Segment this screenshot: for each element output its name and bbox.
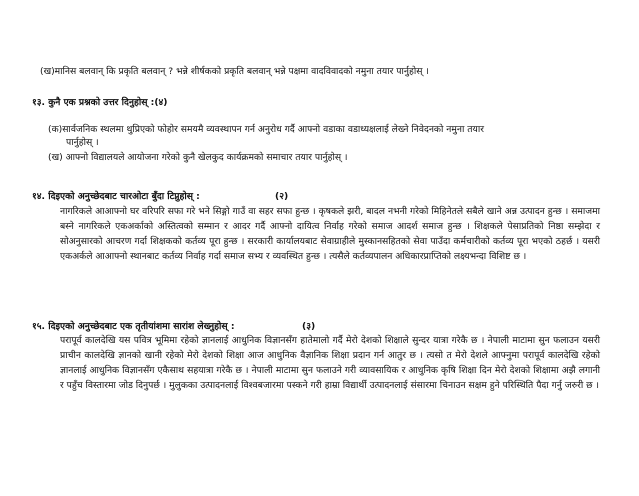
question-15-paragraph-text: परापूर्व कालदेखि यस पवित्र भूमिमा रहेको ज्ञानलाई आधुनिक विज्ञानसँग हातेमालो गर्दै मेरो देशको शिक्षाले सुन्दर यात्रा गरेकै छ । नेपाली माटामा सुन फलाउन यसरी प्राचीन कालदेखि ज्ञानको खानी रहेको मेरो देशको शिक्षा आज आधुनिक वैज्ञानिक शिक्षा प्रदान गर्न आतुर छ । त्यसो त मेरो देशले आफ्नुमा परापूर्व कालदेखि रहेको ज्ञानलाई आधुनिक विज्ञानसँग एकैसाथ सहयात्रा गरेकै छ । नेपाली माटामा सुन फलाउने गरी व्यावसायिक र आधुनिक कृषि शिक्षा दिन मेरो देशको शिक्षामा अझै लगानी र पहुँच विस्तारमा जोड दिनुपर्छ । मुलुकका उत्पादनलाई विश्वबजारमा पस्कने गरी हाम्रा विद्यार्थी उत्पादनलाई संसारमा चिनाउन सक्षम हुने परिस्थिति पैदा गर्नु जरुरी छ । (60, 335, 600, 391)
question-13-ka-line2: पार्नुहोस् । (66, 137, 99, 148)
question-14-paragraph (60, 204, 600, 264)
question-15-marks: (३) (302, 321, 316, 332)
question-13-ka-line1: (क)सार्वजनिक स्थलमा थुप्रिएको फोहोर समयमै व्यवस्थापन गर्न अनुरोध गर्दै आफ्नो वडाका वडाध्यक्षलाई लेख्ने निवेदनको नमुना तयार (48, 124, 484, 135)
question-15-paragraph (60, 333, 600, 393)
question-15-heading: १५. दिइएको अनुच्छेदबाट एक तृतीयांशमा सारांश लेख्नुहोस् : (32, 321, 235, 332)
question-14-marks: (२) (275, 191, 289, 202)
question-13-heading: १३. कुनै एक प्रश्नको उत्तर दिनुहोस् :(४) (32, 97, 168, 108)
question-kha-debate: (ख)मानिस बलवान् कि प्रकृति बलवान् ? भन्ने शीर्षकको प्रकृति बलवान् भन्ने पक्षमा वादविवादको नमुना तयार पार्नुहोस् । (40, 66, 429, 77)
question-13-kha: (ख) आफ्नो विद्यालयले आयोजना गरेको कुनै खेलकुद कार्यक्रमको समाचार तयार पार्नुहोस् । (48, 152, 348, 163)
question-14-heading: १४. दिइएको अनुच्छेदबाट चारओटा बुँदा टिप्नुहोस् : (32, 191, 200, 202)
question-14-paragraph-text: नागरिकले आआफ्नो घर वरिपरि सफा गरे भने सिङ्गो गाउँ वा सहर सफा हुन्छ । कृषकले झरी, बादल नभनी गरेको मिहिनेतले सबैले खाने अन्न उत्पादन हुन्छ । समाजमा बस्ने नागरिकले एकअर्काको अस्तित्वको सम्मान र आदर गर्दै आफ्नो दायित्व निर्वाह गरेको समाज आदर्श समाज हुन्छ । शिक्षकले पेसाप्रतिको निष्ठा सम्झेदा र सोअनुसारको आचरण गर्दा शिक्षकको कर्तव्य पूरा हुन्छ । सरकारी कार्यालयबाट सेवाग्राहीले मुस्कानसहितको सेवा पाउँदा कर्मचारीको कर्तव्य पूरा भएको ठहर्छ । यसरी एकअर्कले आआफ्नो स्थानबाट कर्तव्य निर्वाह गर्दा समाज सभ्य र व्यवस्थित हुन्छ । त्यसैले कर्तव्यपालन अधिकारप्राप्तिको लक्ष्यभन्दा विशिष्ट छ । (60, 206, 600, 262)
